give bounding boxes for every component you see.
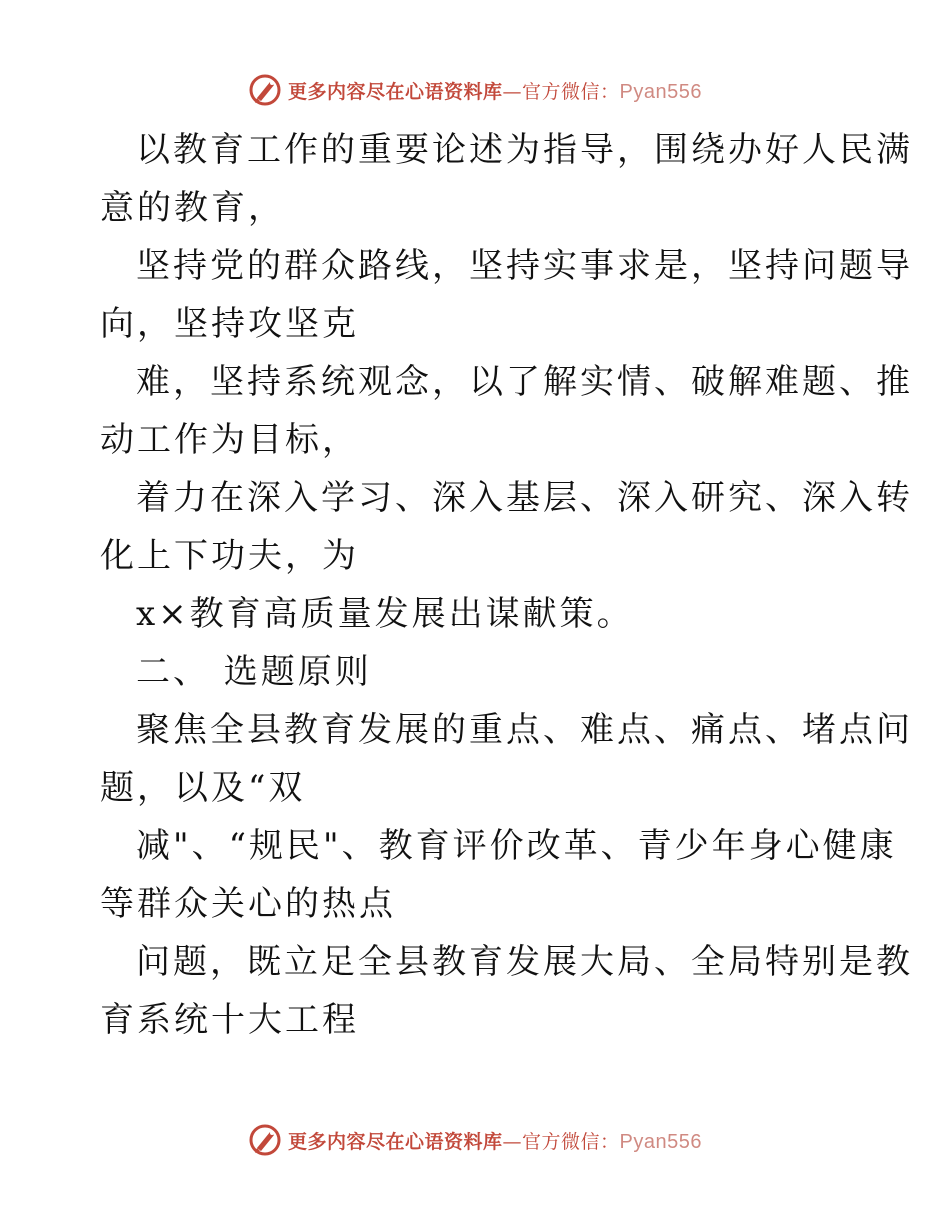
footer-banner	[0, 1120, 950, 1160]
header-contact-label: 官方微信：	[522, 80, 620, 103]
pen-logo-icon	[248, 1123, 282, 1157]
body-line: 着力在深入学习、深入基层、深入研究、深入转	[136, 478, 913, 518]
header-separator: —	[502, 80, 523, 103]
body-line: 以教育工作的重要论述为指导，围绕办好人民满	[136, 130, 913, 170]
body-line: 意的教育，	[100, 188, 285, 228]
body-line: 坚持党的群众路线，坚持实事求是，坚持问题导	[136, 246, 913, 286]
header-banner-text	[288, 77, 702, 104]
body-line: 题，以及“双	[100, 768, 306, 808]
section-heading: 二、 选题原则	[136, 652, 372, 692]
footer-banner-text	[288, 1127, 702, 1154]
footer-separator: —	[502, 1130, 523, 1153]
footer-brand-text: 更多内容尽在心语资料库	[288, 1130, 503, 1153]
body-line: 聚焦全县教育发展的重点、难点、痛点、堵点问	[136, 710, 913, 750]
header-banner	[0, 70, 950, 110]
header-wechat-id: Pyan556	[619, 80, 702, 103]
body-line: 问题，既立足全县教育发展大局、全局特别是教	[136, 942, 913, 982]
body-line: 化上下功夫，为	[100, 536, 359, 576]
header-brand-text: 更多内容尽在心语资料库	[288, 80, 503, 103]
body-line: 难，坚持系统观念，以了解实情、破解难题、推	[136, 362, 913, 402]
body-line: 育系统十大工程	[100, 1000, 359, 1040]
footer-wechat-id: Pyan556	[619, 1130, 702, 1153]
body-line: x×教育高质量发展出谋献策。	[136, 594, 634, 634]
footer-contact-label: 官方微信：	[522, 1130, 620, 1153]
pen-logo-icon	[248, 73, 282, 107]
body-line: 动工作为目标，	[100, 420, 359, 460]
body-line: 减"、“规民"、教育评价改革、青少年身心健康	[136, 826, 897, 866]
body-line: 向，坚持攻坚克	[100, 304, 359, 344]
body-line: 等群众关心的热点	[100, 884, 396, 924]
